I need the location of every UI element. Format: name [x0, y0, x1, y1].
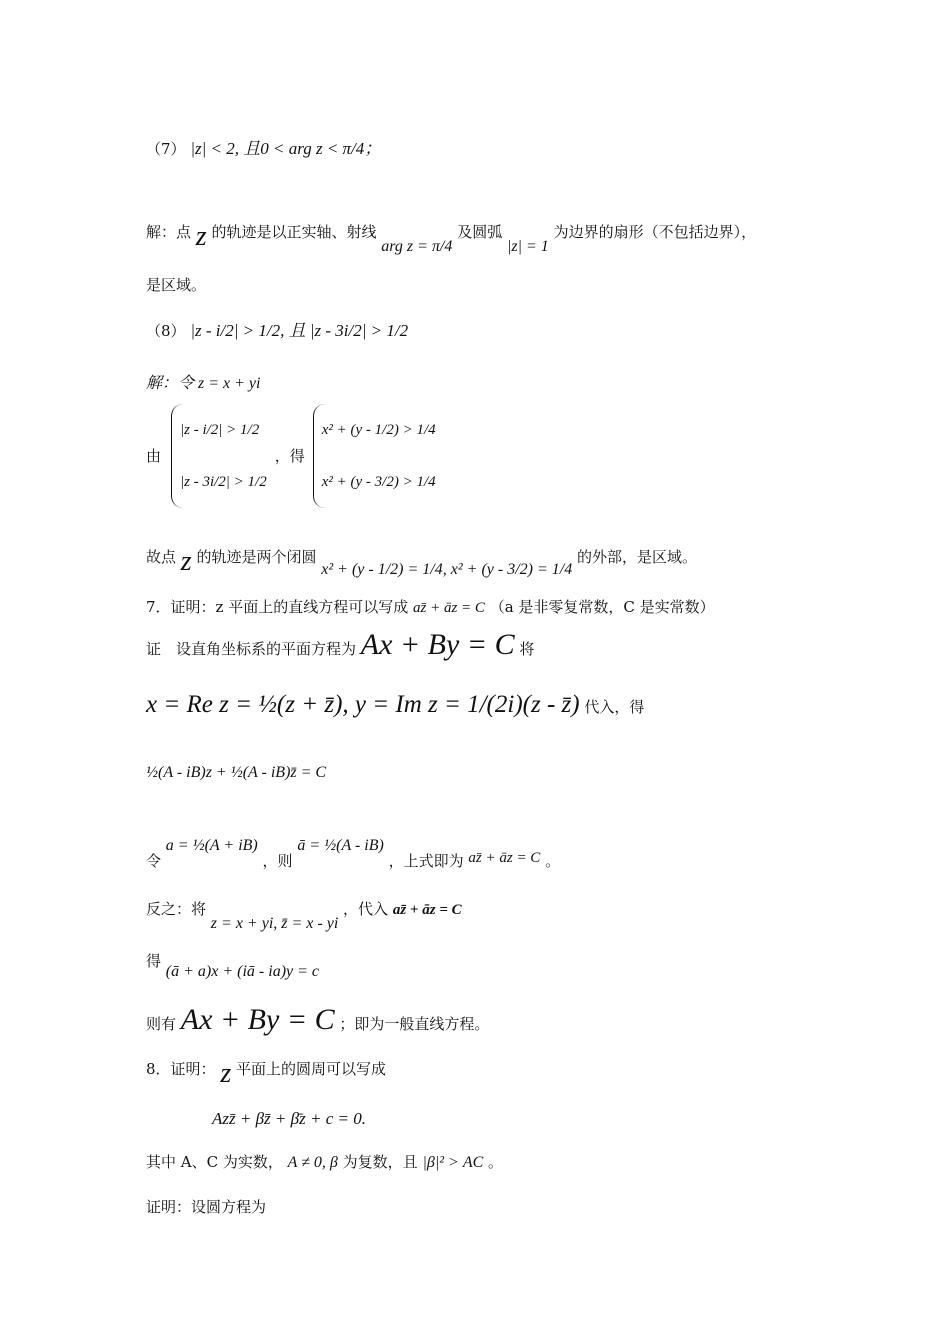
cond-ineq: |β|² > AC — [422, 1154, 484, 1171]
converse-eq: az̄ + āz = C — [392, 902, 462, 918]
period: 。 — [545, 852, 561, 870]
prob7-title — [146, 600, 715, 616]
item7-condition: |z| < 2, 且0 < arg z < π/4； — [190, 139, 382, 158]
ray-formula: arg z = π/4 — [381, 238, 453, 255]
subst-formula: x = Re z = ½(z + z̄), y = Im z = 1/(2i)(z - z̄) — [146, 691, 580, 718]
prob7-eq: az̄ + āz = C — [413, 600, 485, 616]
item8-let — [146, 376, 260, 392]
item7-label: （7） — [146, 140, 186, 158]
prob8-conditions — [146, 1155, 503, 1171]
prob7-proof-start — [146, 630, 534, 660]
get-eq: (ā + a)x + (iā - ia)y = c — [165, 963, 320, 980]
a-def: a = ½(A + iB) — [165, 837, 258, 854]
circle-eq: Azz̄ + βz̄ + β̄z + c = 0. — [212, 1109, 366, 1128]
subst-tail: 代入，得 — [584, 698, 645, 716]
cond-end: 。 — [488, 1153, 504, 1171]
let-text: 令 — [146, 852, 162, 870]
prob8-title-b: 平面上的圆周可以写成 — [236, 1060, 387, 1078]
sys-right-row2: x² + (y - 3/2) > 1/4 — [321, 473, 436, 490]
then-have: 则有 — [146, 1015, 177, 1033]
sys-left-row2: |z - 3i/2| > 1/2 — [180, 473, 267, 490]
prob7-converse — [146, 900, 462, 932]
arc-formula: |z| = 1 — [506, 238, 549, 255]
get-label: 得 — [146, 952, 162, 970]
var-z: z — [195, 221, 207, 252]
prob7-final — [146, 1005, 489, 1035]
concl-prefix: 故点 — [146, 548, 177, 566]
item8-line — [146, 322, 408, 339]
let-formula: 解：令 z = x + yi — [146, 375, 261, 392]
prob7-result — [146, 765, 326, 781]
solution-mid: 的轨迹是以正实轴、射线 — [211, 223, 377, 241]
item7-solution — [146, 215, 757, 255]
prob7-let — [146, 837, 561, 870]
proof-will: 将 — [519, 640, 535, 658]
converse-plug: ，代入 — [343, 900, 389, 918]
prob8-title-a: 8．证明： — [146, 1060, 216, 1078]
by-text: 由 — [146, 446, 162, 465]
result-formula: ½(A - iB)z + ½(A - iB)z̄ = C — [146, 764, 327, 781]
final-eq: Ax + By = C — [180, 1003, 335, 1036]
var-z: z — [220, 1058, 232, 1089]
sys-left-row1: |z - i/2| > 1/2 — [180, 421, 260, 438]
eq2-formula: az̄ + āz = C — [468, 850, 541, 866]
sys-right-row1: x² + (y - 1/2) > 1/4 — [321, 421, 436, 438]
system-right — [313, 404, 436, 508]
plane-eq: Ax + By = C — [360, 628, 515, 661]
solution-prefix: 解：点 — [146, 223, 192, 241]
prob8-eq — [212, 1110, 366, 1127]
arc-prefix: 及圆弧 — [457, 223, 503, 241]
then2-text: ，上式即为 — [388, 852, 464, 870]
final-tail: ；即为一般直线方程。 — [339, 1015, 490, 1033]
prob7-title-text: 7．证明：z 平面上的直线方程可以写成 — [146, 598, 409, 616]
get-text: ，得 — [274, 446, 305, 465]
cond-m: A ≠ 0, β — [287, 1154, 338, 1171]
cond-b: 为复数，且 — [342, 1153, 418, 1171]
item7-conclusion: 是区域。 — [146, 276, 207, 294]
system-left — [171, 404, 267, 508]
prob7-subst — [146, 692, 644, 717]
proof-intro: 证 设直角坐标系的平面方程为 — [146, 640, 357, 658]
concl-end: 的外部，是区域。 — [577, 548, 698, 566]
prob7-note: （a 是非零复常数，C 是实常数） — [489, 598, 715, 616]
prob7-get — [146, 952, 320, 980]
prob8-proof: 证明：设圆方程为 — [146, 1198, 267, 1216]
prob8-title — [146, 1052, 387, 1089]
cond-a: 其中 A、C 为实数， — [146, 1153, 283, 1171]
circles-formula: x² + (y - 1/2) = 1/4, x² + (y - 3/2) = 1/4 — [321, 561, 573, 578]
item8-conclusion — [146, 540, 698, 578]
abar-def: ā = ½(A - iB) — [297, 837, 384, 854]
item8-system — [146, 404, 436, 508]
item7-line — [146, 140, 381, 157]
converse-text: 反之：将 — [146, 900, 207, 918]
then-text: ，则 — [262, 852, 293, 870]
item8-condition: |z - i/2| > 1/2, 且 |z - 3i/2| > 1/2 — [190, 321, 409, 340]
var-z: z — [180, 546, 192, 577]
solution-end: 为边界的扇形（不包括边界）， — [553, 223, 757, 241]
concl-mid: 的轨迹是两个闭圆 — [196, 548, 317, 566]
converse-sub: z = x + yi, z̄ = x - yi — [210, 915, 339, 932]
item8-label: （8） — [146, 322, 186, 340]
